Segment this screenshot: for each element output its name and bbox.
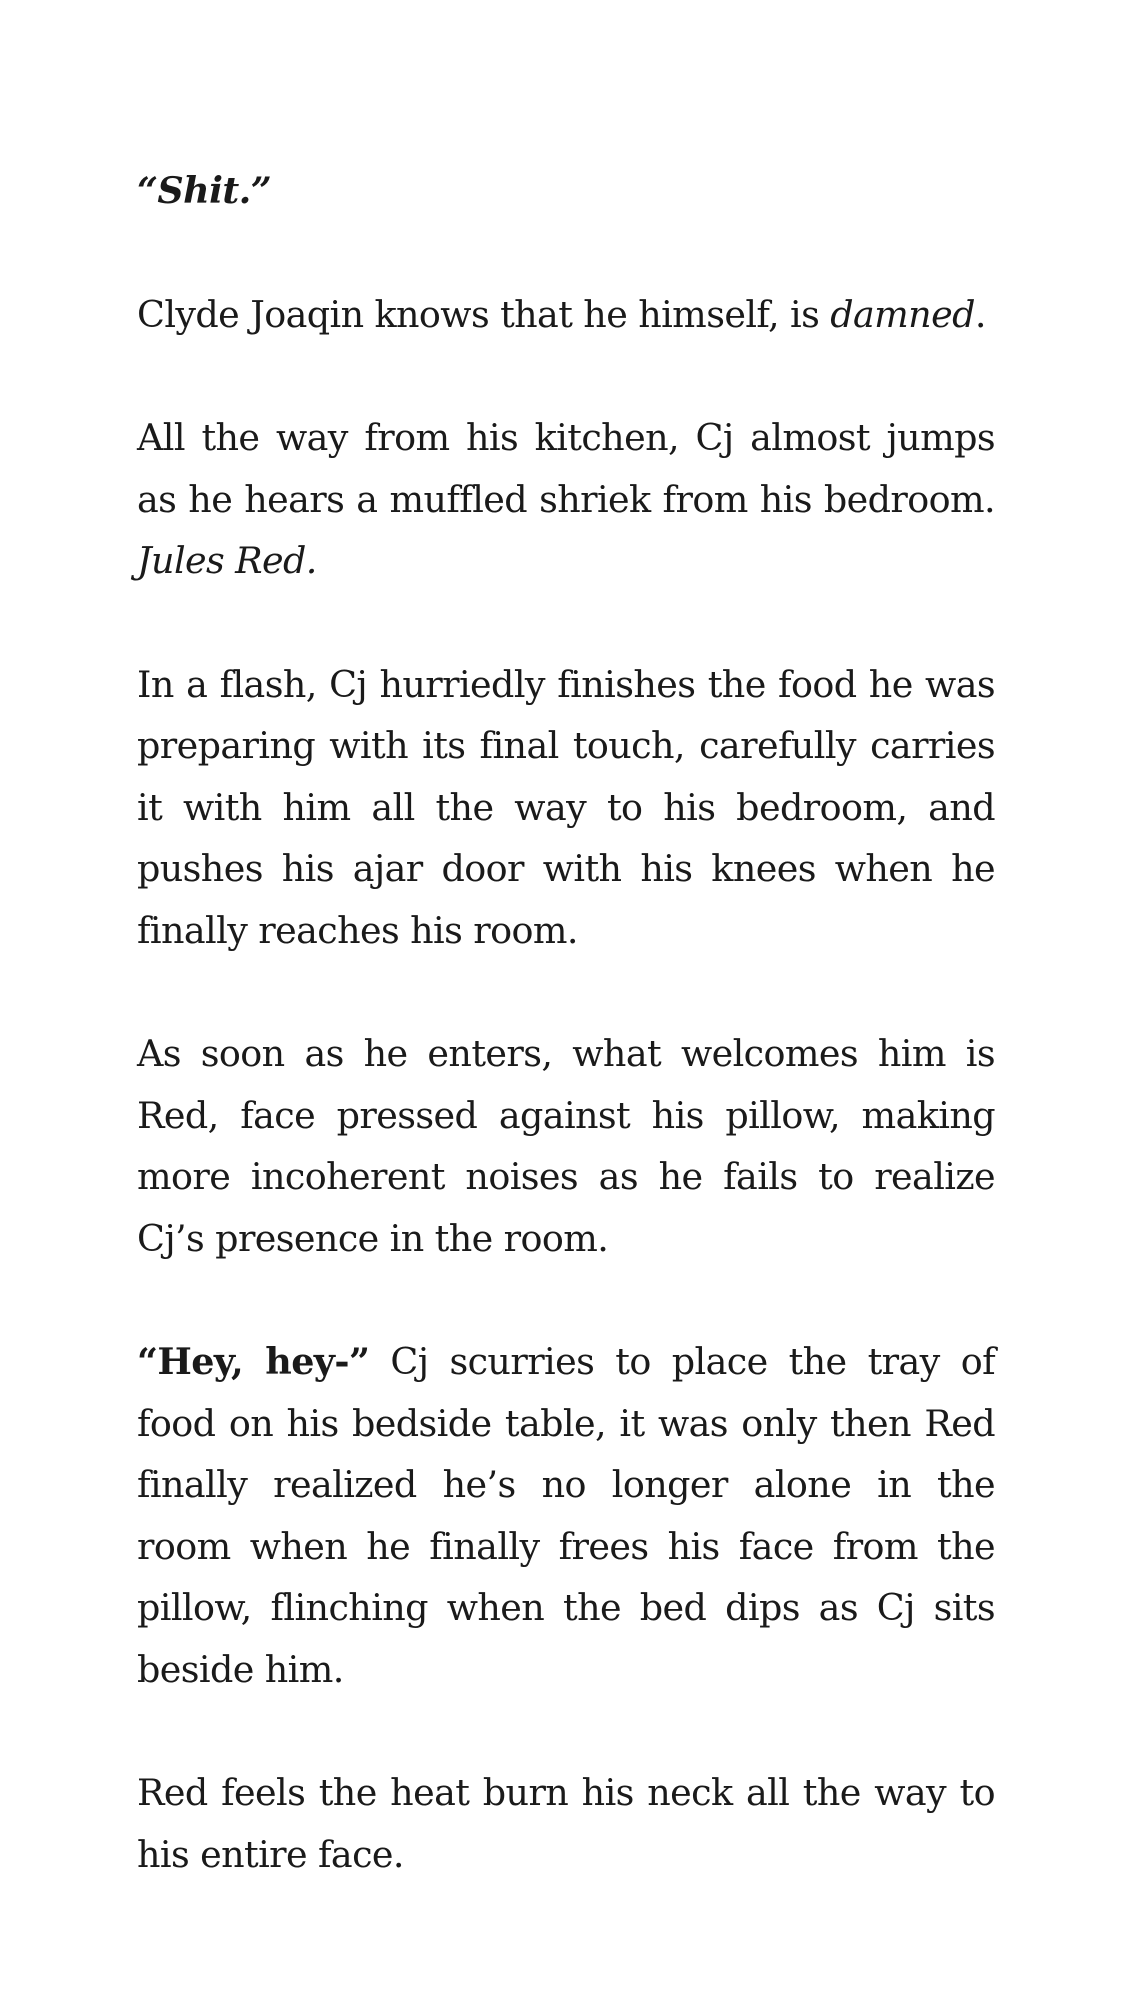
paragraph-7-text: Red feels the heat burn his neck all the way to his entire face. [137,1771,995,1876]
paragraph-6-text: Cj scurries to place the tray of food on his bedside table, it was only then Red finally realized he’s no longer alone in the room when he finally frees his face from the pillow, flinching when the bed dips as Cj sits beside him. [137,1340,995,1691]
paragraph-5 [137,1023,995,1269]
paragraph-3-italic: Jules Red. [137,539,317,582]
paragraph-3-text: All the way from his kitchen, Cj almost jumps as he hears a muffled shriek from his bedroom. [137,416,995,521]
paragraph-2 [137,284,995,346]
paragraph-4-text: In a flash, Cj hurriedly finishes the food he was preparing with its final touch, carefully carries it with him all the way to his bedroom, and pushes his ajar door with his knees when he finally reaches his room. [137,662,995,952]
paragraph-2-italic: damned [830,292,975,336]
paragraph-1 [137,160,995,222]
story-page [137,160,995,1947]
paragraph-2-end: . [974,292,986,336]
paragraph-3 [137,407,995,592]
paragraph-6 [137,1331,995,1700]
dialogue-bold-italic: “Shit.” [137,169,272,212]
paragraph-5-text: As soon as he enters, what welcomes him is Red, face pressed against his pillow, making more incoherent noises as he fails to realize Cj’s presence in the room. [137,1032,995,1260]
paragraph-4 [137,654,995,962]
paragraph-6-bold-dialogue: “Hey, hey-” [137,1340,370,1383]
paragraph-2-text: Clyde Joaqin knows that he himself, is [137,292,831,336]
paragraph-7 [137,1762,995,1885]
